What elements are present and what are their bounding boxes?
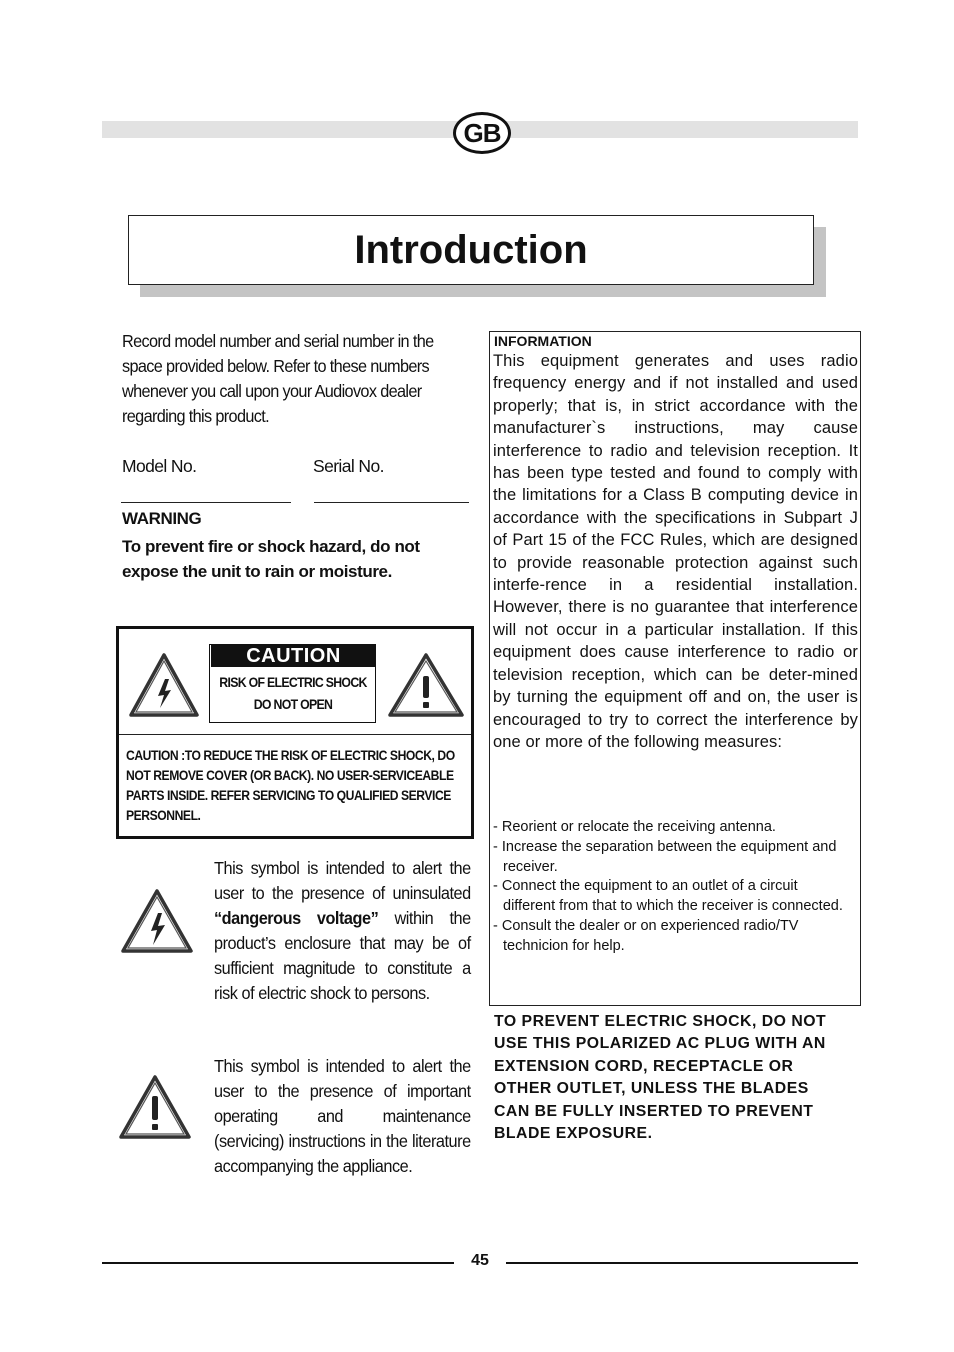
intro-paragraph: Record model number and serial number in the space provided below. Refer to these numbers whenever you call upon your Audiovox dealer regarding this product. [122, 331, 434, 426]
lightning-symbol-description [214, 856, 471, 1006]
list-item: - Increase the separation between the equipment and receiver. [493, 838, 837, 875]
list-item: - Consult the dealer or on experienced radio/TV technicion for help. [493, 917, 799, 954]
lightning-warning-icon [128, 652, 200, 718]
caution-risk-line2: DO NOT OPEN [253, 696, 333, 712]
model-number-label: Model No. [122, 456, 197, 476]
caution-body-text: CAUTION :TO REDUCE THE RISK OF ELECTRIC SHOCK, DO NOT REMOVE COVER (OR BACK). NO USER-SERVICEABLE PARTS INSIDE. REFER SERVICING TO QUALIFIED SERVICE PERSONNEL. [126, 748, 455, 823]
warning-heading: WARNING [122, 509, 202, 528]
measures-list [493, 818, 853, 957]
lightning-text-after: within the product’s enclosure that may be of sufficient magnitude to constitute a risk of electric shock to persons. [214, 908, 471, 1003]
caution-risk-text [219, 671, 367, 715]
warning-body: To prevent fire or shock hazard, do not expose the unit to rain or moisture. [122, 537, 420, 581]
footer-line-left [102, 1262, 454, 1264]
information-title: INFORMATION [494, 333, 592, 349]
lightning-symbol-icon [120, 888, 194, 954]
exclamation-warning-icon [386, 652, 466, 718]
lightning-text-before: This symbol is intended to alert the user to the presence of uninsulated [214, 858, 471, 903]
model-number-line [121, 502, 291, 503]
page-title: Introduction [128, 215, 814, 285]
exclamation-symbol-description: This symbol is intended to alert the user to the presence of important operating and maintenance (servicing) instructions in the literature accompanying the appliance. [214, 1056, 471, 1176]
information-body: This equipment generates and uses radio frequency energy and if not installed and used properly; that is, in strict accordance with the manufacturer`s instructions, may cause interference to radio and television reception. It has been type tested and found to comply with the limitations for a Class B computing device in accordance with the specifications in Subpart J of Part 15 of the FCC Rules, which are designed to provide reasonable protection against such interfe-rence in a residential installation. However, there is no guarantee that interference will not occur in a particular installation. If this equipment does cause interference to radio or television reception, which can be deter-mined by turning the equipment off and on, the user is encouraged to try to correct the interference by one or more of the following measures: [493, 352, 858, 751]
language-badge: GB [453, 112, 511, 154]
exclamation-symbol-icon [118, 1074, 192, 1140]
polarized-plug-warning: TO PREVENT ELECTRIC SHOCK, DO NOT USE THIS POLARIZED AC PLUG WITH AN EXTENSION CORD, RECEPTACLE OR OTHER OUTLET, UNLESS THE BLADES CAN BE FULLY INSERTED TO PREVENT BLADE EXPOSURE. [494, 1013, 827, 1143]
caution-risk-line1: RISK OF ELECTRIC SHOCK [219, 674, 367, 690]
footer-line-right [506, 1262, 858, 1264]
serial-number-line [314, 502, 469, 503]
page-number: 45 [471, 1252, 489, 1269]
dangerous-voltage-text: “dangerous voltage” [214, 908, 379, 928]
caution-label: CAUTION [211, 645, 376, 667]
caution-divider [119, 734, 471, 735]
list-item: - Connect the equipment to an outlet of a circuit different from that to which the receiver is connected. [493, 878, 843, 915]
list-item: - Reorient or relocate the receiving antenna. [493, 819, 776, 835]
serial-number-label: Serial No. [313, 456, 384, 476]
